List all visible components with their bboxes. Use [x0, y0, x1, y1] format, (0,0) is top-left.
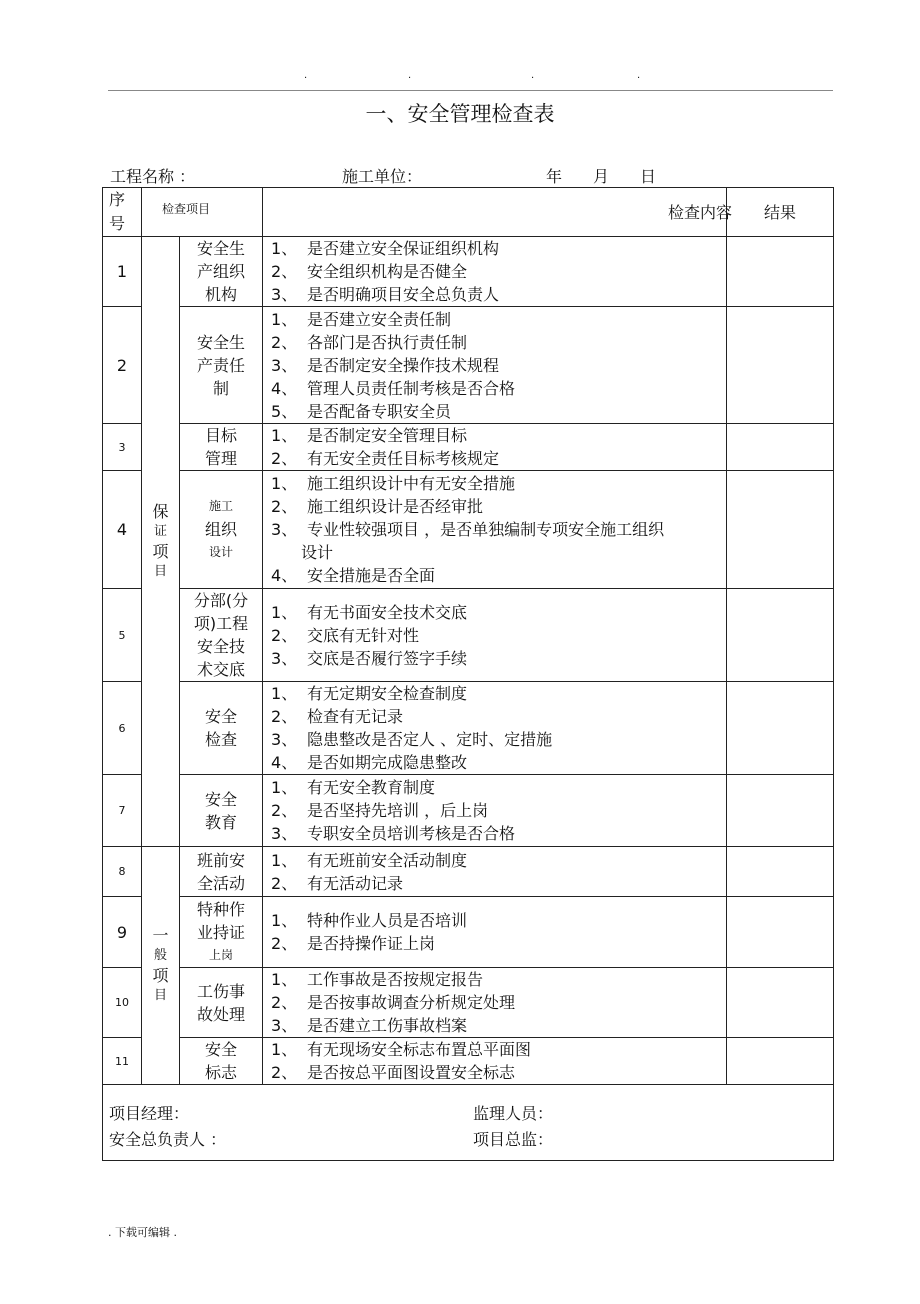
- check-content: [263, 424, 727, 471]
- category-char: 保: [152, 501, 169, 521]
- content-line: [271, 283, 726, 306]
- table-header-row: [103, 188, 834, 237]
- header-content-label: 检查内容: [668, 202, 733, 222]
- result-cell: [727, 775, 834, 847]
- row-number: 11: [103, 1038, 142, 1085]
- check-content: [263, 897, 727, 968]
- content-line: [271, 564, 726, 587]
- category-general: [142, 847, 180, 1085]
- check-item: [180, 471, 263, 589]
- content-line: [271, 682, 726, 705]
- content-line-text: 有无定期安全检查制度: [307, 684, 468, 703]
- content-line: [271, 1014, 726, 1037]
- table-row: [103, 1038, 834, 1085]
- check-item: [180, 237, 263, 307]
- check-item-line: 故处理: [197, 1004, 246, 1024]
- row-number: 7: [103, 775, 142, 847]
- content-line: [271, 354, 726, 377]
- content-line: [271, 495, 726, 518]
- check-item: [180, 589, 263, 682]
- check-item: [180, 968, 263, 1038]
- content-line: [271, 447, 726, 470]
- content-line: [271, 518, 726, 541]
- check-item-line: 安全生: [197, 239, 246, 258]
- page-title: 一、安全管理检查表: [365, 102, 555, 126]
- content-line-text: 有无活动记录: [307, 873, 404, 893]
- signature-cell: [103, 1085, 834, 1161]
- inspection-table: [102, 187, 834, 1161]
- category-char: 项: [152, 541, 169, 561]
- check-content: [263, 968, 727, 1038]
- check-content: [263, 237, 727, 307]
- content-line-number: 1、: [271, 309, 298, 329]
- content-line-text: 交底是否履行签字手续: [307, 648, 468, 668]
- row-number: 2: [103, 307, 142, 424]
- table-row: [103, 424, 834, 471]
- result-cell: [727, 237, 834, 307]
- content-line-text: 检查有无记录: [307, 707, 404, 726]
- header-no: [103, 188, 142, 237]
- content-line-number: 4、: [271, 566, 298, 585]
- content-line-text: 有无书面安全技术交底: [307, 602, 468, 622]
- content-line-text: 各部门是否执行责任制: [307, 332, 468, 352]
- content-line-text: 是否坚持先培训 ，后上岗: [307, 801, 489, 820]
- content-line-text: 是否按总平面图设置安全标志: [307, 1063, 516, 1082]
- content-line-number: 2、: [271, 449, 298, 468]
- content-line-number: 3、: [271, 1016, 298, 1035]
- table-row: [103, 307, 834, 424]
- check-item: [180, 775, 263, 847]
- check-item-line: 检查: [205, 730, 238, 749]
- check-content: [263, 847, 727, 897]
- content-line-text: 有无班前安全活动制度: [307, 850, 468, 870]
- row-number: 1: [103, 237, 142, 307]
- row-number: 6: [103, 682, 142, 775]
- result-cell: [727, 968, 834, 1038]
- content-line-number: 3、: [271, 648, 298, 668]
- row-number: 3: [103, 424, 142, 471]
- content-line: [271, 728, 726, 751]
- check-item-line: 上岗: [209, 947, 234, 962]
- content-line: [271, 1061, 726, 1084]
- content-line-text: 专业性较强项目 ，是否单独编制专项安全施工组织: [307, 520, 665, 539]
- check-item: [180, 682, 263, 775]
- content-line-number: 2、: [271, 993, 298, 1012]
- row-number: 10: [103, 968, 142, 1038]
- category-char: 目: [153, 563, 167, 579]
- check-item-line: 安全: [205, 1040, 238, 1059]
- signature-line-1: [109, 1101, 833, 1127]
- content-line: [271, 541, 726, 564]
- content-line: [271, 624, 726, 647]
- content-line-text: 安全组织机构是否健全: [307, 262, 468, 281]
- check-item-line: 业持证: [197, 922, 246, 942]
- check-content: [263, 682, 727, 775]
- content-line-text: 是否持操作证上岗: [307, 934, 436, 953]
- check-item-line: 设计: [209, 545, 234, 559]
- result-cell: [727, 589, 834, 682]
- category-guarantee: [142, 237, 180, 847]
- result-cell: [727, 682, 834, 775]
- dot: .: [304, 70, 308, 81]
- check-content: [263, 1038, 727, 1085]
- content-line-number: 1、: [271, 970, 298, 989]
- content-line: [271, 424, 726, 447]
- content-line-number: 2、: [271, 262, 298, 281]
- content-line-text: 隐患整改是否定人 、定时、定措施: [307, 730, 553, 749]
- content-line: [271, 968, 726, 991]
- content-line: [271, 472, 726, 495]
- check-content: [263, 307, 727, 424]
- content-line: [271, 849, 726, 872]
- content-line-number: 1、: [271, 684, 298, 703]
- safety-head-label: 安全总负责人 ：: [109, 1130, 227, 1149]
- check-item-line: 组织: [205, 520, 238, 539]
- content-line-text: 是否如期完成隐患整改: [307, 753, 468, 772]
- content-line-number: 4、: [271, 753, 298, 772]
- content-line-number: 2、: [271, 707, 298, 726]
- content-line: [271, 237, 726, 260]
- project-manager-label: 项目经理：: [109, 1104, 190, 1123]
- content-line-number: 2、: [271, 801, 298, 820]
- check-item-line: 安全技: [197, 637, 246, 656]
- category-char: 证: [153, 523, 167, 539]
- table-row: [103, 968, 834, 1038]
- table-row: [103, 237, 834, 307]
- category-char: 项: [152, 965, 169, 985]
- result-cell: [727, 424, 834, 471]
- content-line-text: 安全措施是否全面: [307, 566, 436, 585]
- check-item-line: 目标: [205, 426, 238, 445]
- content-line: [271, 932, 726, 955]
- content-line: [271, 377, 726, 400]
- content-line-text: 是否建立工伤事故档案: [307, 1016, 468, 1035]
- content-line-text: 特种作业人员是否培训: [307, 911, 468, 930]
- page-note: . 下载可编辑 .: [108, 1226, 177, 1239]
- content-line: [271, 799, 726, 822]
- contractor-label: 施工单位：: [342, 167, 423, 186]
- content-line-number: 1、: [271, 426, 298, 445]
- content-line-number: 4、: [271, 378, 298, 398]
- header-result: 结果: [727, 188, 834, 237]
- check-content: [263, 589, 727, 682]
- content-line-number: 1、: [271, 602, 298, 622]
- content-line-text: 工作事故是否按规定报告: [307, 970, 484, 989]
- header-dots: [0, 70, 920, 82]
- signature-row: [103, 1085, 834, 1161]
- header-no-1: 序: [109, 190, 126, 209]
- content-line-text: 是否配备专职安全员: [307, 401, 452, 421]
- content-line: [271, 751, 726, 774]
- content-line-text: 专职安全员培训考核是否合格: [307, 824, 516, 843]
- check-content: [263, 471, 727, 589]
- table-row: [103, 847, 834, 897]
- content-line-number: 2、: [271, 1063, 298, 1082]
- year-label: 年: [546, 167, 563, 186]
- content-line-number: 3、: [271, 520, 298, 539]
- content-line-text: 施工组织设计中有无安全措施: [307, 474, 516, 493]
- content-line-number: 3、: [271, 730, 298, 749]
- check-item-line: 安全: [205, 789, 238, 809]
- check-item: [180, 847, 263, 897]
- check-item-line: 标志: [205, 1063, 238, 1082]
- content-line-number: 1、: [271, 1040, 298, 1059]
- check-item: [180, 1038, 263, 1085]
- content-line-text: 有无现场安全标志布置总平面图: [307, 1040, 532, 1059]
- result-cell: [727, 307, 834, 424]
- check-item: [180, 307, 263, 424]
- content-line-text: 设计: [301, 543, 334, 562]
- check-item-line: 术交底: [197, 660, 246, 679]
- category-char: 目: [153, 987, 167, 1003]
- check-content: [263, 775, 727, 847]
- content-line-number: 1、: [271, 911, 298, 930]
- content-line-number: 1、: [271, 474, 298, 493]
- signature-line-2: [109, 1127, 833, 1153]
- result-cell: [727, 897, 834, 968]
- check-item: [180, 897, 263, 968]
- content-line: [271, 705, 726, 728]
- category-char: 般: [153, 947, 167, 963]
- content-line-number: 2、: [271, 497, 298, 516]
- check-item-line: 安全: [205, 707, 238, 726]
- check-item-line: 全活动: [197, 873, 246, 893]
- content-line-text: 是否明确项目安全总负责人: [307, 285, 500, 304]
- dot: .: [637, 70, 641, 81]
- header-item: 检查项目: [142, 188, 263, 237]
- check-item-line: 制: [213, 378, 230, 398]
- content-line: [271, 776, 726, 799]
- result-cell: [727, 471, 834, 589]
- content-line-text: 交底有无针对性: [307, 625, 420, 645]
- project-name-label: 工程名称 ：: [110, 167, 196, 186]
- table-row: [103, 775, 834, 847]
- check-item-line: 工伤事: [197, 981, 246, 1001]
- content-line-number: 2、: [271, 332, 298, 352]
- content-line-number: 2、: [271, 873, 298, 893]
- header-rule: [108, 90, 833, 91]
- check-item-line: 分部(分: [193, 591, 249, 610]
- content-line-text: 是否按事故调查分析规定处理: [307, 993, 516, 1012]
- row-number: 5: [103, 589, 142, 682]
- result-cell: [727, 847, 834, 897]
- content-line: [271, 909, 726, 932]
- category-char: 一: [152, 925, 169, 945]
- content-line: [271, 308, 726, 331]
- check-item-line: 特种作: [197, 899, 246, 919]
- check-item-line: 施工: [209, 499, 234, 513]
- check-item: [180, 424, 263, 471]
- check-item-line: 项)工程: [193, 614, 249, 633]
- content-line: [271, 400, 726, 423]
- content-line: [271, 822, 726, 845]
- content-line-number: 1、: [271, 239, 298, 258]
- content-line-text: 是否建立安全责任制: [307, 309, 452, 329]
- content-line: [271, 647, 726, 670]
- dot: .: [531, 70, 535, 81]
- content-line-number: 5、: [271, 401, 298, 421]
- dot: .: [408, 70, 412, 81]
- check-item-line: 安全生: [197, 332, 246, 352]
- check-item-line: 产责任: [197, 355, 246, 375]
- table-row: [103, 897, 834, 968]
- result-cell: [727, 1038, 834, 1085]
- content-line-number: 1、: [271, 850, 298, 870]
- table-row: [103, 589, 834, 682]
- content-line: [271, 1038, 726, 1061]
- day-label: 日: [640, 167, 657, 186]
- content-line-number: 3、: [271, 285, 298, 304]
- content-line-text: 施工组织设计是否经审批: [307, 497, 484, 516]
- chief-supervisor-label: 项目总监：: [473, 1130, 554, 1149]
- check-item-line: 产组织: [197, 262, 246, 281]
- content-line-text: 是否制定安全管理目标: [307, 426, 468, 445]
- content-line-text: 管理人员责任制考核是否合格: [307, 378, 516, 398]
- check-item-line: 班前安: [197, 850, 246, 870]
- content-line-text: 有无安全责任目标考核规定: [307, 449, 500, 468]
- content-line-number: 3、: [271, 824, 298, 843]
- row-number: 9: [103, 897, 142, 968]
- content-line: [271, 991, 726, 1014]
- content-line-number: 3、: [271, 355, 298, 375]
- content-line-number: 2、: [271, 625, 298, 645]
- content-line: [271, 601, 726, 624]
- check-item-line: 教育: [205, 812, 238, 832]
- row-number: 8: [103, 847, 142, 897]
- content-line: [271, 331, 726, 354]
- content-line-text: 有无安全教育制度: [307, 778, 436, 797]
- table-row: [103, 471, 834, 589]
- content-line-number: 2、: [271, 934, 298, 953]
- content-line-number: 1、: [271, 778, 298, 797]
- header-no-2: 号: [109, 214, 126, 233]
- supervisor-label: 监理人员：: [473, 1104, 554, 1123]
- content-line-text: 是否制定安全操作技术规程: [307, 355, 500, 375]
- check-item-line: 管理: [205, 449, 238, 468]
- row-number: 4: [103, 471, 142, 589]
- header-content: [263, 188, 733, 237]
- content-line-text: 是否建立安全保证组织机构: [307, 239, 500, 258]
- content-line: [271, 260, 726, 283]
- month-label: 月: [593, 167, 610, 186]
- table-row: [103, 682, 834, 775]
- check-item-line: 机构: [205, 285, 238, 304]
- content-line: [271, 872, 726, 895]
